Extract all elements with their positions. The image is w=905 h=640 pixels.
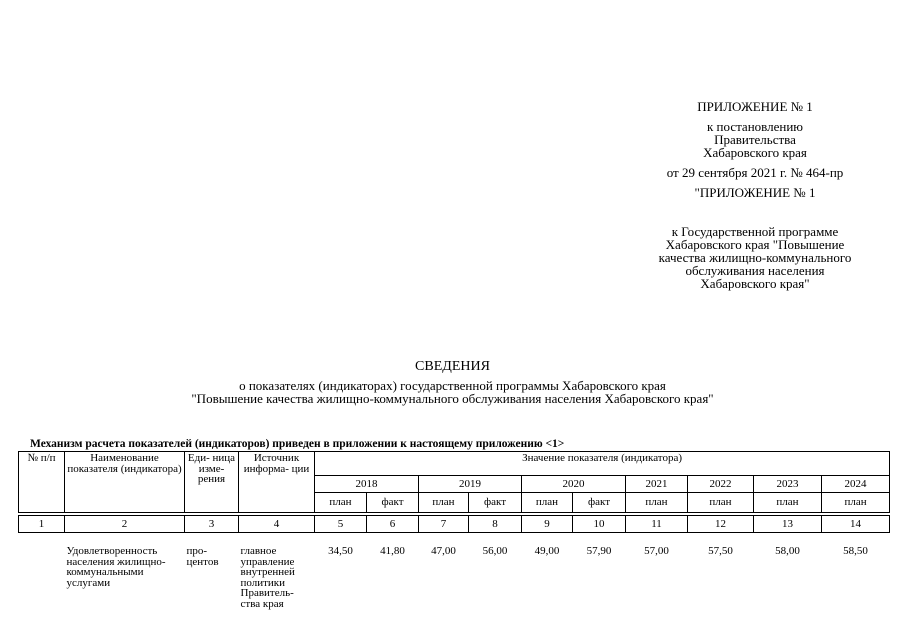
appendix-line: Хабаровского края" (700, 276, 810, 291)
row-value: 56,00 (482, 545, 508, 557)
row-value: 58,00 (775, 545, 800, 557)
header-plan: план (419, 493, 469, 513)
header-year: 2020 (522, 476, 626, 493)
header-source: Источник информа- ции (239, 452, 315, 513)
header-year: 2024 (822, 476, 890, 493)
column-number: 14 (822, 516, 890, 533)
appendix-line: к постановлению (706, 119, 804, 134)
header-num: № п/п (19, 452, 65, 513)
row-value: 47,00 (431, 545, 456, 557)
column-number: 1 (19, 516, 65, 533)
document-heading: СВЕДЕНИЯ (415, 359, 490, 374)
column-number: 9 (522, 516, 573, 533)
row-value: 34,50 (328, 545, 353, 557)
column-number: 6 (367, 516, 419, 533)
appendix-line: обслуживания населения (685, 263, 825, 278)
column-number: 5 (315, 516, 367, 533)
header-year: 2022 (688, 476, 754, 493)
appendix-line: Хабаровского края "Повышение (665, 237, 845, 252)
appendix-line: к Государственной программе (671, 224, 839, 239)
appendix-line: Хабаровского края (703, 145, 807, 160)
column-number: 13 (754, 516, 822, 533)
row-value: 57,00 (644, 545, 669, 557)
column-number: 12 (688, 516, 754, 533)
header-fact: факт (469, 493, 522, 513)
row-value: 57,50 (708, 545, 733, 557)
row-value: 49,00 (534, 545, 560, 557)
row-unit: про- центов (186, 545, 219, 568)
column-number: 4 (239, 516, 315, 533)
header-plan: план (754, 493, 822, 513)
appendix-line: Правительства (714, 132, 796, 147)
header-plan: план (522, 493, 573, 513)
header-fact: факт (367, 493, 419, 513)
table-row (19, 545, 890, 610)
column-numbers-row (19, 516, 890, 533)
appendix-line: качества жилищно-коммунального (658, 250, 852, 265)
column-number: 10 (573, 516, 626, 533)
header-plan: план (315, 493, 367, 513)
document-title-block (0, 358, 905, 405)
header-value: Значение показателя (индикатора) (315, 452, 890, 476)
column-number: 3 (185, 516, 239, 533)
row-value: 41,80 (380, 545, 405, 557)
header-year: 2021 (626, 476, 688, 493)
appendix-header (610, 100, 900, 290)
row-value: 58,50 (843, 545, 868, 557)
column-number: 8 (469, 516, 522, 533)
row-indicator-name: Удовлетворенность населения жилищно-коммунальными услугами (66, 545, 166, 589)
row-source: главное управление внутренней политики Правитель- ства края (240, 545, 295, 610)
row-value: 57,90 (586, 545, 612, 557)
column-number: 7 (419, 516, 469, 533)
header-plan: план (626, 493, 688, 513)
indicators-table (18, 451, 890, 610)
appendix-date: от 29 сентября 2021 г. № 464-пр (666, 165, 844, 180)
header-plan: план (822, 493, 890, 513)
column-number: 11 (626, 516, 688, 533)
appendix-subtitle: "ПРИЛОЖЕНИЕ № 1 (694, 185, 816, 200)
header-name: Наименование показателя (индикатора) (65, 452, 185, 513)
column-number: 2 (65, 516, 185, 533)
appendix-title: ПРИЛОЖЕНИЕ № 1 (697, 99, 813, 114)
header-year: 2018 (315, 476, 419, 493)
mechanism-note: Механизм расчета показателей (индикаторов) приведен в приложении к настоящему приложению <1> (30, 438, 565, 450)
header-unit: Еди- ница изме- рения (185, 452, 239, 513)
document-subtitle: о показателях (индикаторах) государственной программы Хабаровского края (239, 378, 666, 393)
header-fact: факт (573, 493, 626, 513)
header-plan: план (688, 493, 754, 513)
row-num (19, 545, 65, 610)
header-year: 2019 (419, 476, 522, 493)
document-subtitle: "Повышение качества жилищно-коммунального обслуживания населения Хабаровского края" (191, 391, 714, 406)
header-year: 2023 (754, 476, 822, 493)
